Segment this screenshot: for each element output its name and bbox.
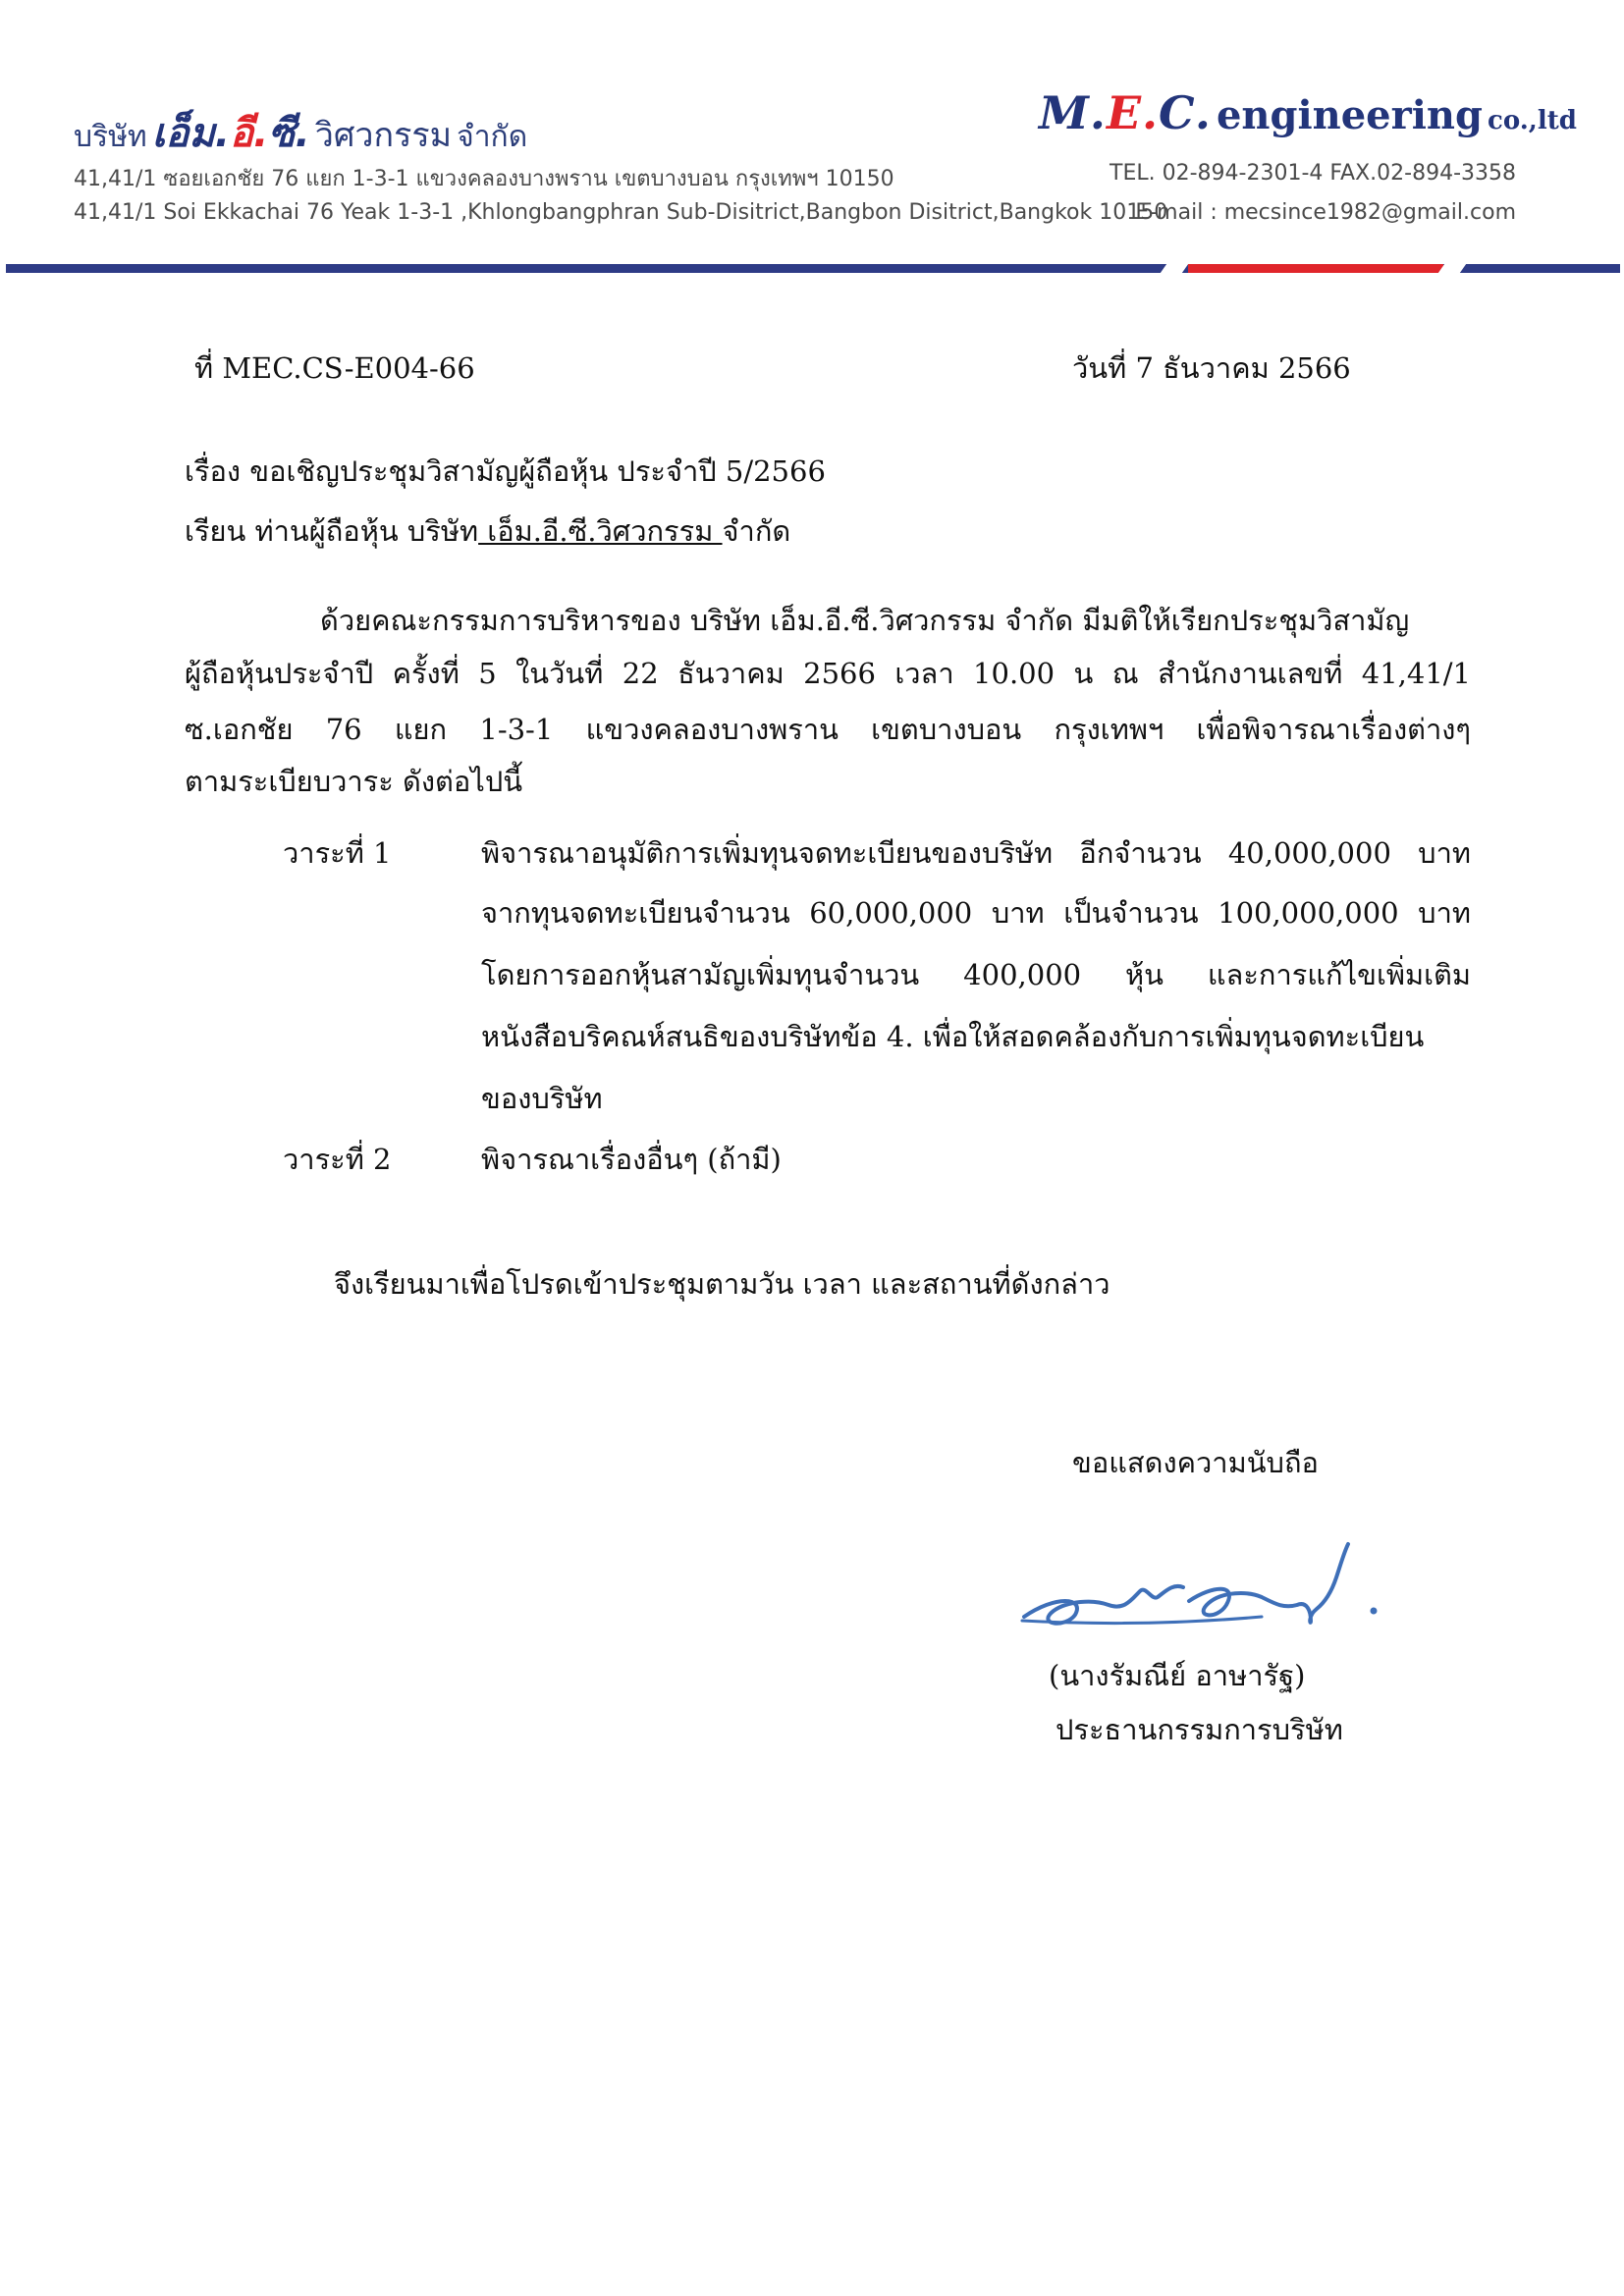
logo-e: E. xyxy=(1106,86,1160,139)
agenda-line: พิจารณาเรื่องอื่นๆ (ถ้ามี) xyxy=(481,1143,782,1176)
reference-number: ที่ MEC.CS-E004-66 xyxy=(194,351,475,385)
company-logo-english xyxy=(1039,86,1577,139)
signature-image xyxy=(1016,1526,1389,1644)
address-thai: 41,41/1 ซอยเอกชัย 76 แยก 1-3-1 แขวงคลองบางพราน เขตบางบอน กรุงเทพฯ 10150 xyxy=(74,167,894,191)
address-english: 41,41/1 Soi Ekkachai 76 Yeak 1-3-1 ,Khlongbangphran Sub-Disitrict,Bangbon Disitrict,Bangkok 10150 xyxy=(74,200,1168,225)
logo-c: C. xyxy=(1159,86,1212,139)
recipient-suffix: จำกัด xyxy=(722,514,791,548)
brand-c: ซี. xyxy=(268,111,310,156)
header-divider-accent xyxy=(1188,264,1443,273)
closing-line: จึงเรียนมาเพื่อโปรดเข้าประชุมตามวัน เวลา และสถานที่ดังกล่าว xyxy=(334,1267,1110,1301)
company-suffix: จำกัด xyxy=(457,120,528,154)
recipient-prefix: เรียน ท่านผู้ถือหุ้น บริษัท xyxy=(185,514,479,548)
agenda-line: หนังสือบริคณห์สนธิของบริษัทข้อ 4. เพื่อให้สอดคล้องกับการเพิ่มทุนจดทะเบียน xyxy=(481,1020,1425,1053)
paragraph-line: ตามระเบียบวาระ ดังต่อไปนี้ xyxy=(185,765,523,798)
logo-m: M. xyxy=(1039,86,1107,139)
brand-m: เอ็ม. xyxy=(151,111,231,156)
phone-fax: TEL. 02-894-2301-4 FAX.02-894-3358 xyxy=(1110,161,1516,186)
agenda-line: จากทุนจดทะเบียนจำนวน 60,000,000 บาท เป็นจำนวน 100,000,000 บาท xyxy=(481,896,1471,930)
signer-title: ประธานกรรมการบริษัท xyxy=(1056,1713,1343,1746)
agenda-line: โดยการออกหุ้นสามัญเพิ่มทุนจำนวน 400,000 หุ้น และการแก้ไขเพิ่มเติม xyxy=(481,958,1471,991)
letter-date: วันที่ 7 ธันวาคม 2566 xyxy=(1072,351,1351,385)
logo-co-ltd: co.,ltd xyxy=(1488,106,1577,135)
recipient-company: เอ็ม.อี.ซี.วิศวกรรม xyxy=(478,514,723,548)
paragraph-line: ซ.เอกชัย 76 แยก 1-3-1 แขวงคลองบางพราน เขตบางบอน กรุงเทพฯ เพื่อพิจารณาเรื่องต่างๆ xyxy=(185,713,1471,746)
agenda-line: ของบริษัท xyxy=(481,1082,603,1115)
brand-e: อี. xyxy=(230,111,269,156)
paragraph-line: ผู้ถือหุ้นประจำปี ครั้งที่ 5 ในวันที่ 22 ธันวาคม 2566 เวลา 10.00 น ณ สำนักงานเลขที่ 41,41/1 xyxy=(185,657,1471,690)
subject: เรื่อง ขอเชิญประชุมวิสามัญผู้ถือหุ้น ประจำปี 5/2566 xyxy=(185,454,826,488)
logo-engineering: engineering xyxy=(1216,92,1483,138)
company-name-word: วิศวกรรม xyxy=(314,116,453,155)
company-prefix: บริษัท xyxy=(74,120,147,154)
company-name-thai xyxy=(74,101,527,164)
regards: ขอแสดงความนับถือ xyxy=(1072,1446,1319,1479)
agenda-label: วาระที่ 1 xyxy=(283,836,392,870)
paragraph-line: ด้วยคณะกรรมการบริหารของ บริษัท เอ็ม.อี.ซี.วิศวกรรม จำกัด มีมติให้เรียกประชุมวิสามัญ xyxy=(320,604,1410,637)
agenda-line: พิจารณาอนุมัติการเพิ่มทุนจดทะเบียนของบริษัท อีกจำนวน 40,000,000 บาท xyxy=(481,836,1471,870)
signer-name: (นางรัมณีย์ อาษารัฐ) xyxy=(1049,1659,1306,1692)
email: E-mail : mecsince1982@gmail.com xyxy=(1135,200,1516,225)
recipient xyxy=(185,508,790,554)
agenda-label: วาระที่ 2 xyxy=(283,1143,392,1176)
